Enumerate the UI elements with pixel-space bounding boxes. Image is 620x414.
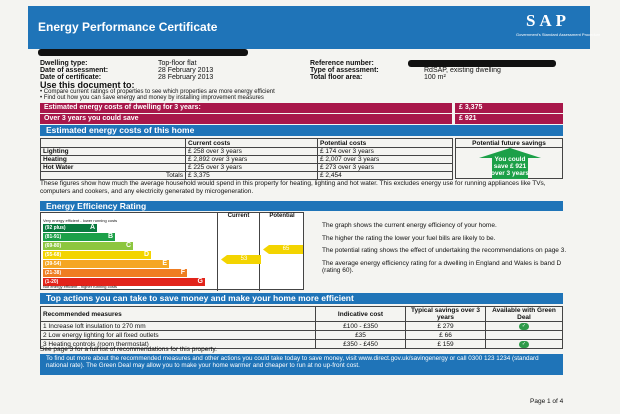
rating-col-current: Current bbox=[217, 213, 259, 291]
sap-logo bbox=[516, 10, 601, 46]
could-save-label: Over 3 years you could save bbox=[44, 115, 139, 122]
page-title: Energy Performance Certificate bbox=[38, 20, 218, 34]
band-range: (1-20) bbox=[45, 279, 59, 285]
green-deal-cell bbox=[486, 331, 563, 340]
see-page-note: See page 3 for a full list of recommendations for this property. bbox=[40, 346, 217, 353]
use-doc-bullet: • Compare current ratings of properties to see which properties are more energy efficient bbox=[40, 89, 275, 95]
action-cost: £35 bbox=[316, 331, 406, 340]
costs-table bbox=[40, 138, 453, 180]
cost-current: £ 225 over 3 years bbox=[186, 164, 318, 172]
costs-col-current: Current costs bbox=[186, 139, 318, 148]
estimated-cost-value: £ 3,375 bbox=[459, 104, 483, 111]
rating-explanation bbox=[322, 222, 567, 275]
rating-text: The average energy efficiency rating for a dwelling in England and Wales is band D (rating 60). bbox=[322, 259, 562, 274]
actions-heading-text: Top actions you can take to save money and make your home more efficient bbox=[46, 293, 354, 303]
green-deal-footer bbox=[40, 354, 563, 375]
cost-item: Hot Water bbox=[41, 164, 186, 172]
actions-col-measure: Recommended measures bbox=[41, 307, 316, 322]
savings-line: You could bbox=[494, 156, 526, 163]
action-cost: £100 - £350 bbox=[316, 322, 406, 331]
action-measure: 2 Low energy lighting for all fixed outlets bbox=[41, 331, 316, 340]
detail-label-reference: Reference number: bbox=[310, 60, 374, 67]
detail-label-floor-area: Total floor area: bbox=[310, 74, 363, 81]
rating-chart bbox=[40, 212, 304, 290]
savings-line: save £ 921 bbox=[493, 163, 527, 170]
action-saving: £ 66 bbox=[406, 331, 486, 340]
estimated-cost-value-box bbox=[455, 103, 563, 113]
rating-section-heading bbox=[40, 201, 563, 211]
estimated-cost-label: Estimated energy costs of dwelling for 3 years: bbox=[44, 104, 201, 111]
band-letter: A bbox=[89, 224, 95, 231]
table-row bbox=[41, 164, 453, 172]
band-letter: B bbox=[107, 233, 113, 240]
redacted-reference bbox=[408, 60, 556, 67]
actions-header-row bbox=[41, 307, 563, 322]
band-a bbox=[43, 224, 97, 232]
green-deal-check-icon: ✓ bbox=[519, 323, 529, 330]
rating-text: The graph shows the current energy efficiency of your home. bbox=[322, 222, 497, 229]
actions-col-cost: Indicative cost bbox=[316, 307, 406, 322]
costs-note: These figures show how much the average household would spend in this property for heating, lighting and hot water. This excludes energy use for running appliances like TVs, computers and cookers, and any electricity generated by microgeneration. bbox=[40, 180, 546, 195]
totals-label: Totals bbox=[41, 172, 186, 180]
band-range: (92 plus) bbox=[45, 225, 66, 231]
redacted-address bbox=[38, 49, 248, 56]
cost-potential: £ 273 over 3 years bbox=[318, 164, 453, 172]
detail-label-assessment-date: Date of assessment: bbox=[40, 67, 109, 74]
potential-rating-value: 65 bbox=[282, 246, 290, 252]
band-range: (39-54) bbox=[45, 261, 62, 267]
detail-value-dwelling: Top-floor flat bbox=[158, 60, 197, 67]
header-bar bbox=[28, 6, 601, 49]
band-letter: C bbox=[125, 242, 131, 249]
action-saving: £ 159 bbox=[406, 340, 486, 349]
detail-value-floor-area: 100 m² bbox=[424, 74, 446, 81]
sap-logo-text: SAP bbox=[525, 11, 571, 30]
table-row bbox=[41, 148, 453, 156]
estimated-cost-bar bbox=[40, 103, 452, 113]
band-b bbox=[43, 233, 115, 241]
use-doc-bullet: • Find out how you can save energy and money by installing improvement measures bbox=[40, 95, 264, 101]
band-letter: F bbox=[180, 269, 185, 276]
green-deal-check-icon: ✓ bbox=[519, 341, 529, 348]
cost-item: Lighting bbox=[41, 148, 186, 156]
detail-value-assessment-type: RdSAP, existing dwelling bbox=[424, 67, 501, 74]
green-deal-cell bbox=[486, 322, 563, 331]
table-row bbox=[41, 331, 563, 340]
cost-item: Heating bbox=[41, 156, 186, 164]
band-range: (55-68) bbox=[45, 252, 62, 258]
rating-bottom-label: Not energy efficient - higher running costs bbox=[43, 284, 117, 289]
future-savings-box bbox=[455, 138, 563, 179]
rating-text: The higher the rating the lower your fuel bills are likely to be. bbox=[322, 234, 496, 242]
detail-value-certificate-date: 28 February 2013 bbox=[158, 74, 214, 81]
costs-section-heading bbox=[40, 125, 563, 136]
cost-current: £ 258 over 3 years bbox=[186, 148, 318, 156]
total-current: £ 3,375 bbox=[186, 172, 318, 180]
costs-col-potential: Potential costs bbox=[318, 139, 453, 148]
action-measure: 3 Heating controls (room thermostat) bbox=[41, 340, 316, 349]
actions-section-heading bbox=[40, 293, 563, 304]
action-saving: £ 279 bbox=[406, 322, 486, 331]
cost-potential: £ 174 over 3 years bbox=[318, 148, 453, 156]
rating-col-potential: Potential bbox=[259, 213, 304, 291]
use-doc-bullet-text: Find out how you can save energy and money by installing improvement measures bbox=[43, 95, 264, 101]
detail-label-assessment-type: Type of assessment: bbox=[310, 67, 379, 74]
sap-logo-subtitle: Government's Standard Assessment Procedure bbox=[516, 32, 601, 37]
rating-heading-text: Energy Efficiency Rating bbox=[46, 201, 147, 211]
band-e bbox=[43, 260, 169, 268]
use-doc-heading: Use this document to: bbox=[40, 80, 135, 90]
band-letter: G bbox=[197, 278, 203, 285]
detail-label-certificate-date: Date of certificate: bbox=[40, 74, 102, 81]
could-save-value: £ 921 bbox=[459, 115, 477, 122]
rating-top-label: Very energy efficient - lower running costs bbox=[43, 218, 118, 223]
costs-heading-text: Estimated energy costs of this home bbox=[46, 125, 195, 135]
green-deal-footer-text: To find out more about the recommended measures and other actions you could take today to save money, visit www.direct.gov.uk/savingenergy or call 0300 123 1234 (standard national rate). The Green Deal may allow you to make your home warmer and cheaper to run at no up-front cost. bbox=[46, 355, 539, 369]
detail-value-assessment-date: 28 February 2013 bbox=[158, 67, 214, 74]
detail-label-dwelling: Dwelling type: bbox=[40, 60, 88, 67]
cost-potential: £ 2,007 over 3 years bbox=[318, 156, 453, 164]
rating-text: The potential rating shows the effect of undertaking the recommendations on page 3. bbox=[322, 247, 567, 254]
action-cost: £350 - £450 bbox=[316, 340, 406, 349]
could-save-bar bbox=[40, 114, 452, 124]
costs-header-row bbox=[41, 139, 453, 148]
actions-table bbox=[40, 306, 563, 349]
could-save-value-box bbox=[455, 114, 563, 124]
totals-row bbox=[41, 172, 453, 180]
page-number: Page 1 of 4 bbox=[530, 398, 564, 405]
costs-col-item bbox=[41, 139, 186, 148]
action-measure: 1 Increase loft insulation to 270 mm bbox=[41, 322, 316, 331]
use-doc-bullet-text: Compare current ratings of properties to see which properties are more energy efficient bbox=[43, 89, 275, 95]
band-range: (81-91) bbox=[45, 234, 62, 240]
band-range: (21-38) bbox=[45, 270, 62, 276]
table-row bbox=[41, 322, 563, 331]
band-letter: D bbox=[143, 251, 149, 258]
actions-col-savings: Typical savings over 3 years bbox=[406, 307, 486, 322]
savings-arrow-text bbox=[486, 156, 534, 177]
savings-line: over 3 years bbox=[491, 170, 529, 177]
band-range: (69-80) bbox=[45, 243, 62, 249]
band-f bbox=[43, 269, 187, 277]
band-d bbox=[43, 251, 151, 259]
future-savings-heading: Potential future savings bbox=[456, 139, 562, 148]
green-deal-cell bbox=[486, 340, 563, 349]
actions-col-green-deal: Available with Green Deal bbox=[486, 307, 563, 322]
total-potential: £ 2,454 bbox=[318, 172, 453, 180]
current-rating-value: 53 bbox=[240, 256, 248, 262]
band-letter: E bbox=[162, 260, 167, 267]
band-c bbox=[43, 242, 133, 250]
table-row bbox=[41, 156, 453, 164]
cost-current: £ 2,892 over 3 years bbox=[186, 156, 318, 164]
